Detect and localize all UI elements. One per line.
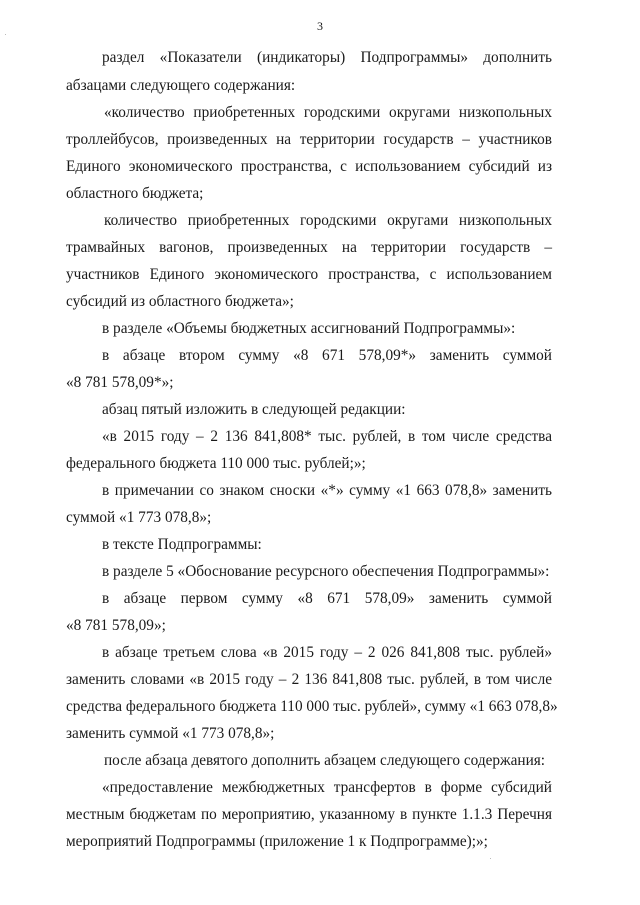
text-line: после абзаца девятого дополнить абзацем следующего содержания: <box>104 752 546 769</box>
text-line: в разделе 5 «Обоснование ресурсного обеспечения Подпрограммы»: <box>102 563 550 580</box>
text-line: в абзаце первом сумму «8 671 578,09» заменить суммой <box>102 590 552 607</box>
text-line: местным бюджетам по мероприятию, указанному в пункте 1.1.3 Перечня <box>66 806 552 823</box>
text-line: в разделе «Объемы бюджетных ассигнований Подпрограммы»: <box>102 320 516 337</box>
text-line: «в 2015 году – 2 136 841,808* тыс. рублей, в том числе средства <box>102 428 552 445</box>
scan-speck <box>490 858 491 859</box>
text-line: федерального бюджета 110 000 тыс. рублей;»; <box>66 455 366 472</box>
text-line: мероприятий Подпрограммы (приложение 1 к Подпрограмме);»; <box>66 833 488 850</box>
text-line: суммой «1 773 078,8»; <box>66 509 212 526</box>
text-line: в абзаце третьем слова «в 2015 году – 2 026 841,808 тыс. рублей» <box>102 644 552 661</box>
text-line: троллейбусов, произведенных на территории государств – участников <box>66 131 552 148</box>
text-line: в примечании со знаком сноски «*» сумму «1 663 078,8» заменить <box>102 482 552 499</box>
text-line: «количество приобретенных городскими округами низкопольных <box>104 104 552 121</box>
text-line: «8 781 578,09»; <box>66 617 166 634</box>
text-line: трамвайных вагонов, произведенных на территории государств – <box>66 239 552 256</box>
scan-speck <box>5 34 6 35</box>
page-number: 3 <box>317 19 323 33</box>
text-line: «8 781 578,09*»; <box>66 374 174 391</box>
text-line: средства федерального бюджета 110 000 тыс. рублей», сумму «1 663 078,8» <box>66 698 558 715</box>
text-line: в абзаце втором сумму «8 671 578,09*» заменить суммой <box>102 347 552 364</box>
text-line: участников Единого экономического пространства, с использованием <box>66 266 552 283</box>
text-line: количество приобретенных городскими округами низкопольных <box>104 212 552 229</box>
text-line: субсидий из областного бюджета»; <box>66 293 294 310</box>
text-line: раздел «Показатели (индикаторы) Подпрограммы» дополнить <box>102 49 552 66</box>
text-line: «предоставление межбюджетных трансфертов в форме субсидий <box>102 779 552 796</box>
text-line: Единого экономического пространства, с использованием субсидий из <box>66 158 552 175</box>
text-line: заменить словами «в 2015 году – 2 136 841,808 тыс. рублей, в том числе <box>66 671 552 688</box>
text-line: заменить суммой «1 773 078,8»; <box>66 725 275 742</box>
text-line: областного бюджета; <box>66 185 204 202</box>
text-line: абзац пятый изложить в следующей редакции: <box>102 401 406 418</box>
text-line: в тексте Подпрограммы: <box>102 536 262 553</box>
text-line: абзацами следующего содержания: <box>66 77 296 94</box>
